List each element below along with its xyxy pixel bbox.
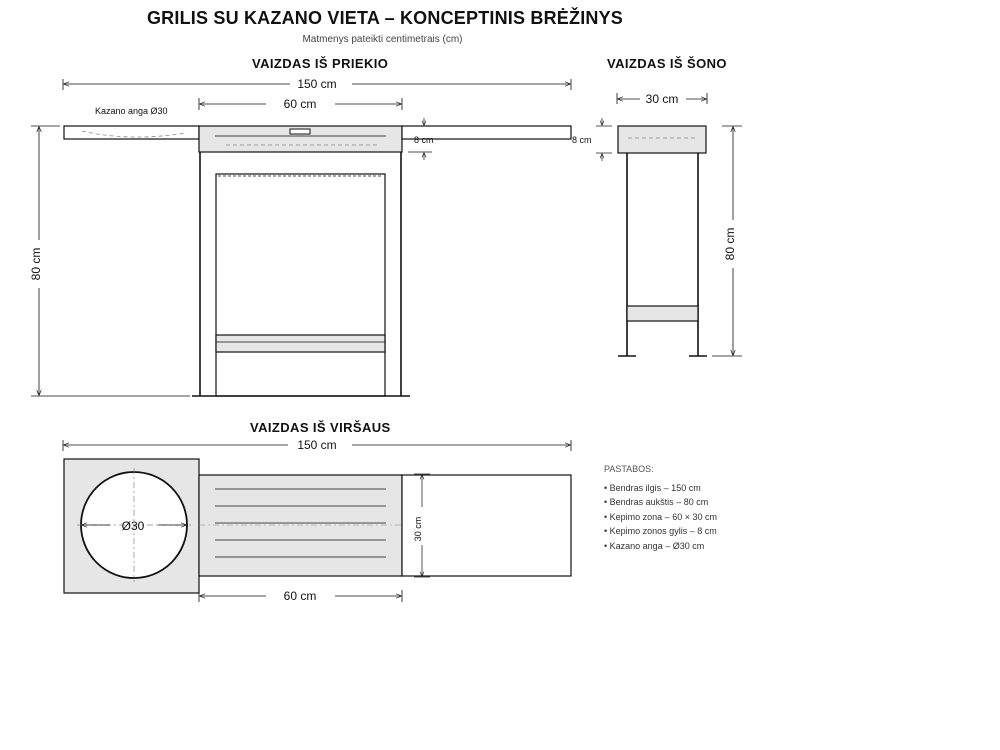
side-height-label: 80 cm [723,227,737,261]
front-depth-label: 8 cm [414,135,434,145]
front-grill-width-label: 60 cm [283,97,317,111]
note-item: • Bendras aukštis – 80 cm [604,497,709,507]
front-view-title: VAIZDAS IŠ PRIEKIO [252,56,389,71]
side-width-label: 30 cm [645,92,679,106]
top-view-title: VAIZDAS IŠ VIRŠAUS [250,420,391,435]
side-view-title: VAIZDAS IŠ ŠONO [607,56,727,71]
note-item: • Kepimo zonos gylis – 8 cm [604,526,717,536]
front-height-label: 80 cm [29,247,43,281]
notes-title: PASTABOS: [604,464,654,474]
front-total-length-label: 150 cm [297,77,337,91]
side-view [596,93,742,356]
note-item: • Bendras ilgis – 150 cm [604,482,701,493]
top-depth-label: 30 cm [413,516,423,542]
top-total-length-label: 150 cm [297,438,337,452]
note-item: • Kepimo zona – 60 × 30 cm [604,511,717,522]
front-view [31,79,571,396]
drawing-title: GRILIS SU KAZANO VIETA – KONCEPTINIS BRĖŽINYS [146,8,624,28]
kazan-diameter-label: Ø30 [121,519,145,533]
top-grill-width-label: 60 cm [283,589,317,603]
kazan-opening-label: Kazano anga Ø30 [95,106,168,116]
notes-panel [604,462,717,553]
drawing-subtitle: Matmenys pateikti centimetrais (cm) [302,34,463,45]
front-depth-label-right: 8 cm [572,135,592,145]
note-item: • Kazano anga – Ø30 cm [604,540,705,551]
